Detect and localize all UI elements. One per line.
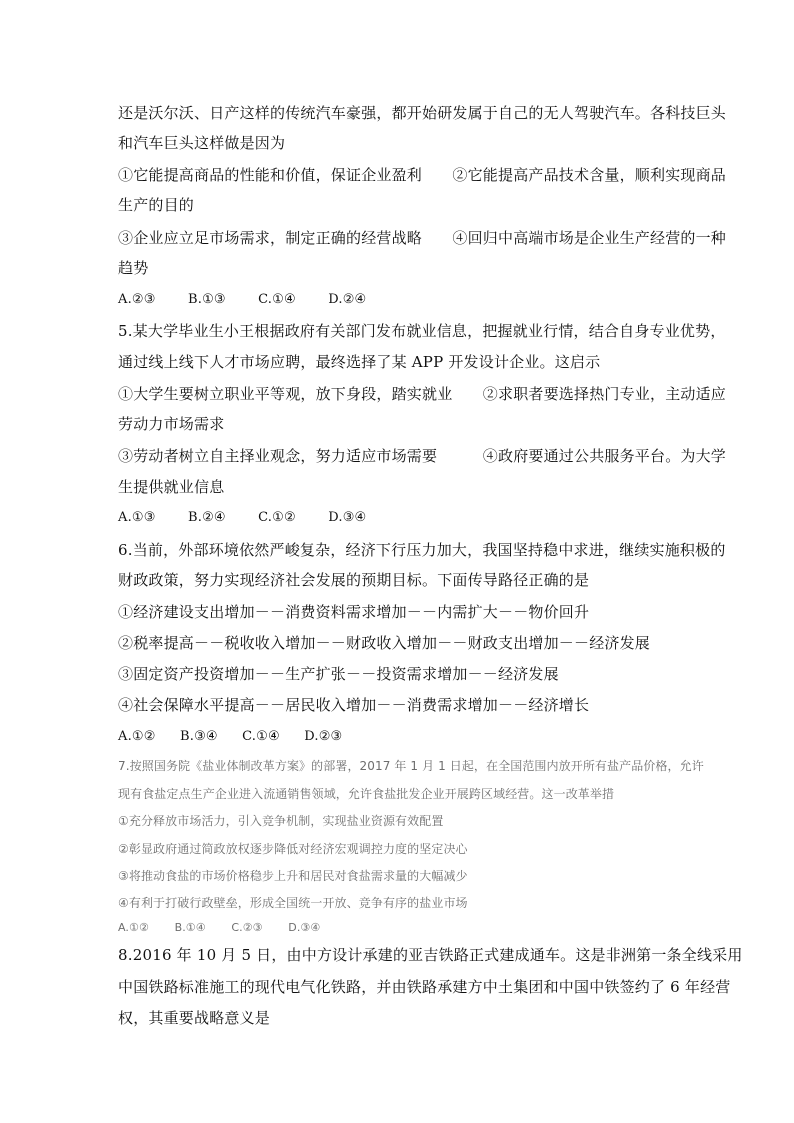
- q5-options: [118, 508, 366, 528]
- q7-stem-line-2: 现有食盐定点生产企业进入流通销售领域，允许食盐批发企业开展跨区域经营。这一改革举措: [118, 787, 615, 801]
- q6-item-3: ③固定资产投资增加－－生产扩张－－投资需求增加－－经济发展: [118, 665, 559, 683]
- q4-option-b: B.①③: [187, 292, 226, 307]
- q5-option-c: C.①②: [258, 510, 296, 525]
- q7-option-c: C.②③: [231, 921, 263, 934]
- q4-option-a: A.②③: [118, 292, 156, 307]
- q5-option-a: A.①③: [118, 510, 156, 525]
- q8-stem-line-3: 权，其重要战略意义是: [118, 1009, 271, 1027]
- q5-item-3-line-1: ③劳动者树立自主择业观念，努力适应市场需要 ④政府要通过公共服务平台。为大学: [118, 447, 727, 465]
- q5-item-1-line-1: ①大学生要树立职业平等观，放下身段，踏实就业 ②求职者要选择热门专业，主动适应: [118, 385, 727, 403]
- q6-stem-line-1: 6.当前，外部环境依然严峻复杂，经济下行压力加大，我国坚持稳中求进，继续实施积极的: [118, 541, 726, 559]
- q6-item-1: ①经济建设支出增加－－消费资料需求增加－－内需扩大－－物价回升: [118, 603, 590, 621]
- q8-stem-line-1: 8.2016 年 10 月 5 日，由中方设计承建的亚吉铁路正式建成通车。这是非洲第一条全线采用: [118, 946, 743, 964]
- q6-item-4: ④社会保障水平提高－－居民收入增加－－消费需求增加－－经济增长: [118, 696, 590, 714]
- q7-option-b: B.①④: [174, 921, 206, 934]
- q4-item-1-line-2: 生产的目的: [118, 196, 195, 214]
- q5-item-3-line-2: 生提供就业信息: [118, 478, 225, 496]
- q7-item-1: ①充分释放市场活力，引入竞争机制，实现盐业资源有效配置: [118, 814, 444, 828]
- q5-option-b: B.②④: [187, 510, 226, 525]
- q7-scanned-block: [118, 758, 704, 936]
- q4-option-c: C.①④: [258, 292, 296, 307]
- q6-options: [118, 727, 342, 747]
- q6-option-c: C.①④: [242, 729, 280, 744]
- q4-item-3-line-2: 趋势: [118, 259, 149, 277]
- q4-item-3-line-1: ③企业应立足市场需求，制定正确的经营战略 ④回归中高端市场是企业生产经营的一种: [118, 229, 727, 247]
- q7-item-2: ②彰显政府通过简政放权逐步降低对经济宏观调控力度的坚定决心: [118, 842, 468, 856]
- q4-intro-line-1: 还是沃尔沃、日产这样的传统汽车豪强，都开始研发属于自己的无人驾驶汽车。各科技巨头: [118, 104, 727, 122]
- q6-option-b: B.③④: [179, 729, 218, 744]
- q4-item-1-line-1: ①它能提高商品的性能和价值，保证企业盈利 ②它能提高产品技术含量，顺利实现商品: [118, 166, 727, 184]
- q4-options: [118, 290, 366, 310]
- q7-stem-line-1: 7.按照国务院《盐业体制改革方案》的部署，2017 年 1 月 1 日起，在全国范围内放开所有盐产品价格，允许: [118, 759, 704, 773]
- q7-option-a: A.①②: [118, 921, 149, 934]
- q7-options: [118, 920, 320, 936]
- q5-item-1-line-2: 劳动力市场需求: [118, 415, 225, 433]
- q6-stem-line-2: 财政政策，努力实现经济社会发展的预期目标。下面传导路径正确的是: [118, 571, 590, 589]
- q5-stem-line-2: 通过线上线下人才市场应聘，最终选择了某 APP 开发设计企业。这启示: [118, 353, 601, 371]
- q5-stem-line-1: 5.某大学毕业生小王根据政府有关部门发布就业信息，把握就业行情，结合自身专业优势，: [118, 322, 726, 340]
- q7-option-d: D.③④: [288, 921, 321, 934]
- q6-option-a: A.①②: [118, 729, 156, 744]
- q4-intro-line-2: 和汽车巨头这样做是因为: [118, 134, 286, 152]
- q8-stem-line-2: 中国铁路标准施工的现代电气化铁路，并由铁路承建方中土集团和中国中铁签约了 6 年经营: [118, 978, 731, 996]
- q6-option-d: D.②③: [304, 729, 343, 744]
- q6-item-2: ②税率提高－－税收收入增加－－财政收入增加－－财政支出增加－－经济发展: [118, 634, 651, 652]
- q7-item-4: ④有利于打破行政壁垒，形成全国统一开放、竞争有序的盐业市场: [118, 896, 468, 910]
- q7-item-3: ③将推动食盐的市场价格稳步上升和居民对食盐需求量的大幅减少: [118, 869, 468, 883]
- q4-option-d: D.②④: [328, 292, 367, 307]
- q5-option-d: D.③④: [328, 510, 367, 525]
